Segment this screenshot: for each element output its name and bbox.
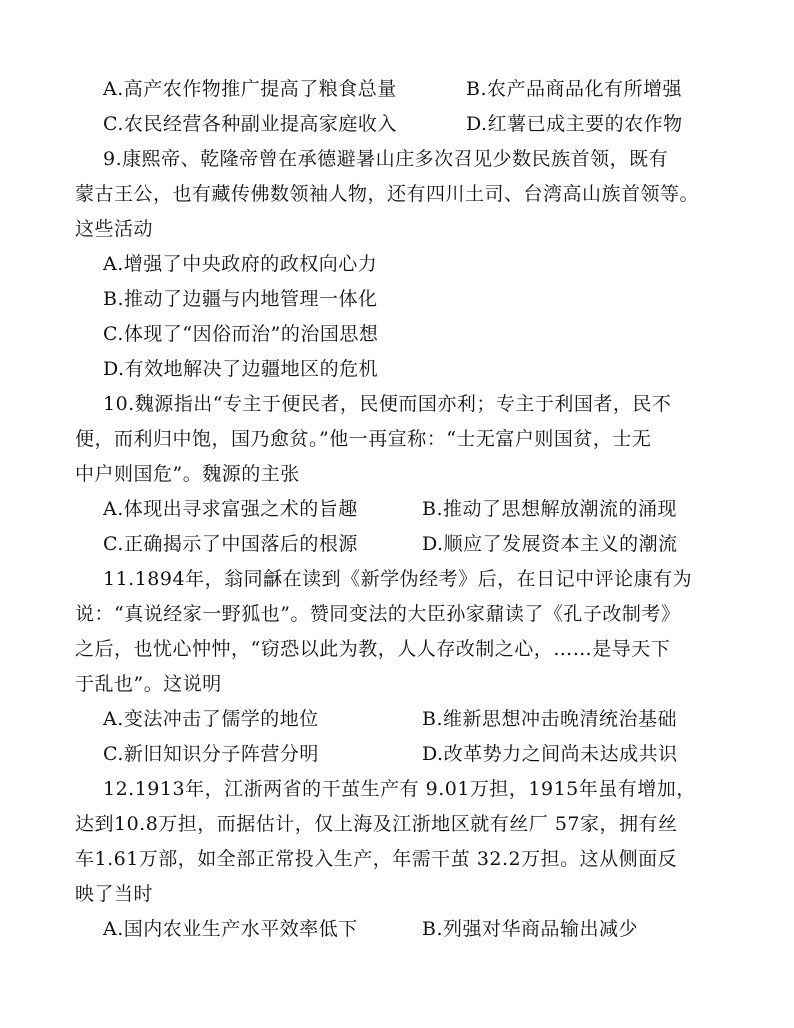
q11-stem-line: 之后，也忧心忡忡，“窃恐以此为教，人人存改制之心，……是导天下 (75, 638, 671, 660)
q10-option-c: C.正确揭示了中国落后的根源 (103, 533, 358, 555)
q12-option-b: B.列强对华商品输出减少 (422, 918, 639, 940)
q11-option-b: B.维新思想冲击晚清统治基础 (422, 708, 678, 730)
q9-stem-line: 蒙古王公，也有藏传佛数领袖人物，还有四川土司、台湾高山族首领等。 (75, 183, 700, 205)
q12-stem-line: 映了当时 (75, 883, 154, 905)
q8-option-b: B.农产品商品化有所增强 (466, 78, 683, 100)
q11-option-d: D.改革势力之间尚未达成共识 (422, 743, 678, 765)
q8-option-d: D.红薯已成主要的农作物 (466, 113, 683, 135)
q10-option-d: D.顺应了发展资本主义的潮流 (422, 533, 678, 555)
q11-stem-line: 说：“真说经家一野狐也”。赞同变法的大臣孙家鼐读了《孔子改制考》 (75, 603, 681, 625)
q9-option-b: B.推动了边疆与内地管理一体化 (103, 288, 378, 310)
q11-option-a: A.变法冲击了儒学的地位 (103, 708, 319, 730)
q12-stem-line: 达到10.8万担，而据估计，仅上海及江浙地区就有丝厂 57家，拥有丝 (75, 813, 678, 835)
q8-option-c: C.农民经营各种副业提高家庭收入 (103, 113, 397, 135)
q10-option-b: B.推动了思想解放潮流的涌现 (422, 498, 678, 520)
q11-stem-line: 于乱也”。这说明 (75, 673, 222, 695)
q12-option-a: A.国内农业生产水平效率低下 (103, 918, 358, 940)
q9-option-d: D.有效地解决了边疆地区的危机 (103, 358, 379, 380)
q11-stem-line: 11.1894年，翁同龢在读到《新学伪经考》后，在日记中评论康有为 (103, 568, 693, 590)
q8-option-a: A.高产农作物推广提高了粮食总量 (103, 78, 397, 100)
q10-option-a: A.体现出寻求富强之术的旨趣 (103, 498, 358, 520)
q9-stem-line: 9.康熙帝、乾隆帝曾在承德避暑山庄多次召见少数民族首领，既有 (103, 148, 669, 170)
q10-stem-line: 中户则国危”。魏源的主张 (75, 463, 300, 485)
q9-option-a: A.增强了中央政府的政权向心力 (103, 253, 378, 275)
q12-stem-line: 车1.61万部，如全部正常投入生产，年需干茧 32.2万担。这从侧面反 (75, 848, 678, 870)
q11-option-c: C.新旧知识分子阵营分明 (103, 743, 319, 765)
q9-option-c: C.体现了“因俗而治”的治国思想 (103, 323, 379, 345)
q12-stem-line: 12.1913年，江浙两省的干茧生产有 9.01万担，1915年虽有增加， (103, 778, 696, 800)
q10-stem-line: 10.魏源指出“专主于便民者，民便而国亦利；专主于利国者，民不 (103, 393, 672, 415)
q10-stem-line: 便，而利归中饱，国乃愈贫。”他一再宣称：“士无富户则国贫，士无 (75, 428, 652, 450)
q9-stem-line: 这些活动 (75, 218, 154, 240)
